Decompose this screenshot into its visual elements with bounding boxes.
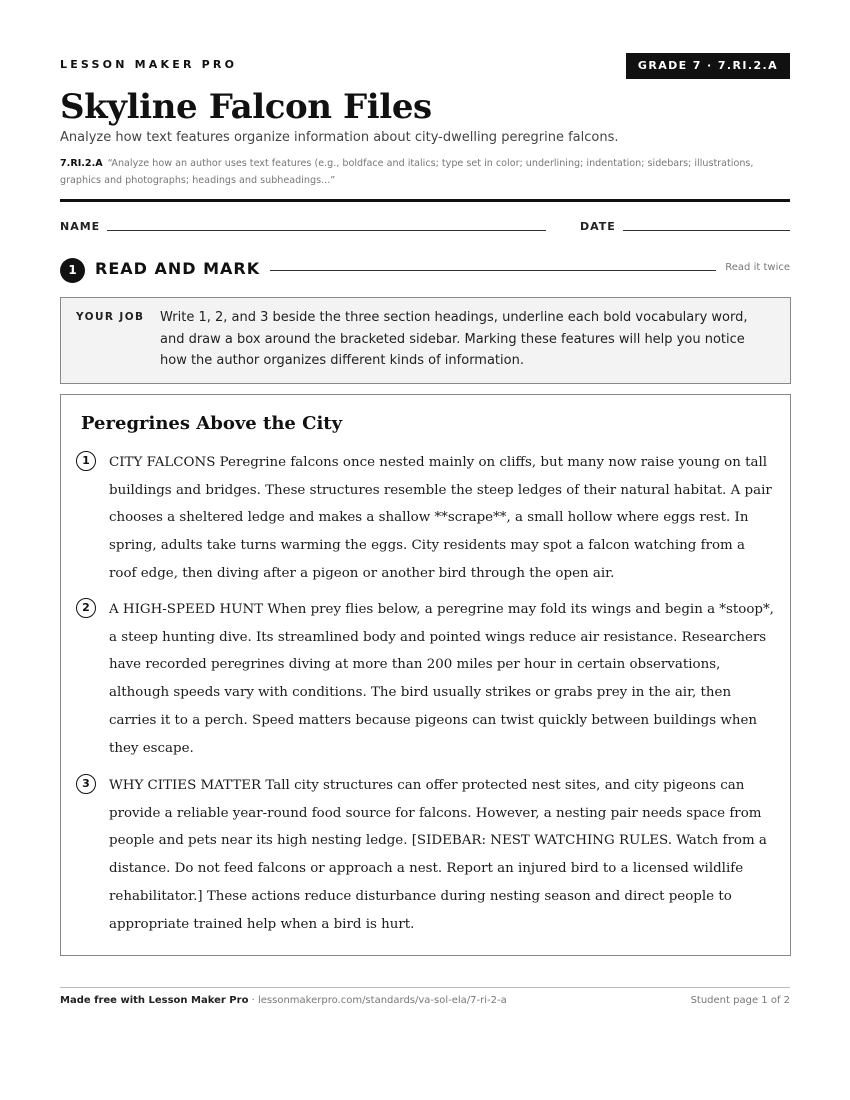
standard-description [60,155,790,189]
paragraph-text: A HIGH-SPEED HUNT When prey flies below, a peregrine may fold its wings and begin a *stoop*, a steep hunting dive. Its streamlined body and pointed wings reduce air resistance. Researchers have recorded peregrines diving at more than 200 miles per hour in certain observations, although speeds vary with conditions. The bird usually strikes or grabs prey in the air, then carries it to a perch. Speed matters because pigeons can twist quickly between buildings when they escape. [109,602,774,756]
reading-passage-box [60,394,791,956]
job-text: Write 1, 2, and 3 beside the three section headings, underline each bold vocabulary word, and draw a box around the bracketed sidebar. Marking these features will help you notice how the author organizes different kinds of information. [160,310,748,368]
paragraph-text: CITY FALCONS Peregrine falcons once nested mainly on cliffs, but many now raise young on tall buildings and bridges. These structures resemble the steep ledges of their natural habitat. A pair chooses a sheltered ledge and makes a shallow **scrape**, a small hollow where eggs rest. In spring, adults take turns warming the eggs. City residents may spot a falcon watching from a roof edge, then diving after a pigeon or another bird through the open air. [109,455,772,581]
footer-divider [60,987,790,988]
section-rule [270,270,716,271]
reading-title: Peregrines Above the City [81,413,343,434]
section-title: READ AND MARK [95,259,261,278]
standard-text: “Analyze how an author uses text features (e.g., boldface and italics; type set in color; underlining; indentation; sidebars; illustrations, graphics and photographs; headings and subheadings...” [60,158,754,186]
header-divider [60,199,790,202]
page-title: Skyline Falcon Files [60,87,432,127]
paragraph-number: 3 [76,774,96,794]
footer-page-number: Student page 1 of 2 [690,995,790,1006]
page-subtitle: Analyze how text features organize information about city-dwelling peregrine falcons. [60,130,619,145]
section-number-badge: 1 [60,258,85,283]
job-label: YOUR JOB [76,311,145,323]
paragraph-number: 2 [76,598,96,618]
footer-url[interactable]: · lessonmakerpro.com/standards/va-sol-ela/7-ri-2-a [248,995,507,1006]
paragraph-number: 1 [76,451,96,471]
job-instructions-box [60,297,791,384]
paragraph-text: WHY CITIES MATTER Tall city structures can offer protected nest sites, and city pigeons can provide a reliable year-round food source for falcons. However, a nesting pair needs space from people and pets near its high nesting ledge. [SIDEBAR: NEST WATCHING RULES. Watch from a distance. Do not feed falcons or approach a nest. Report an injured bird to a licensed wildlife rehabilitator.] These actions reduce disturbance during nesting season and direct people to appropriate trained help when a bird is hurt. [109,778,767,932]
footer-made-with: Made free with Lesson Maker Pro [60,995,249,1006]
name-field[interactable] [107,230,546,231]
date-field[interactable] [623,230,790,231]
standard-code: 7.RI.2.A [60,158,103,169]
name-label: NAME [60,220,101,233]
section-note: Read it twice [725,262,790,273]
brand-name: LESSON MAKER PRO [60,58,238,71]
grade-badge: GRADE 7 · 7.RI.2.A [626,53,790,79]
date-label: DATE [580,220,616,233]
footer-credit [60,995,507,1006]
